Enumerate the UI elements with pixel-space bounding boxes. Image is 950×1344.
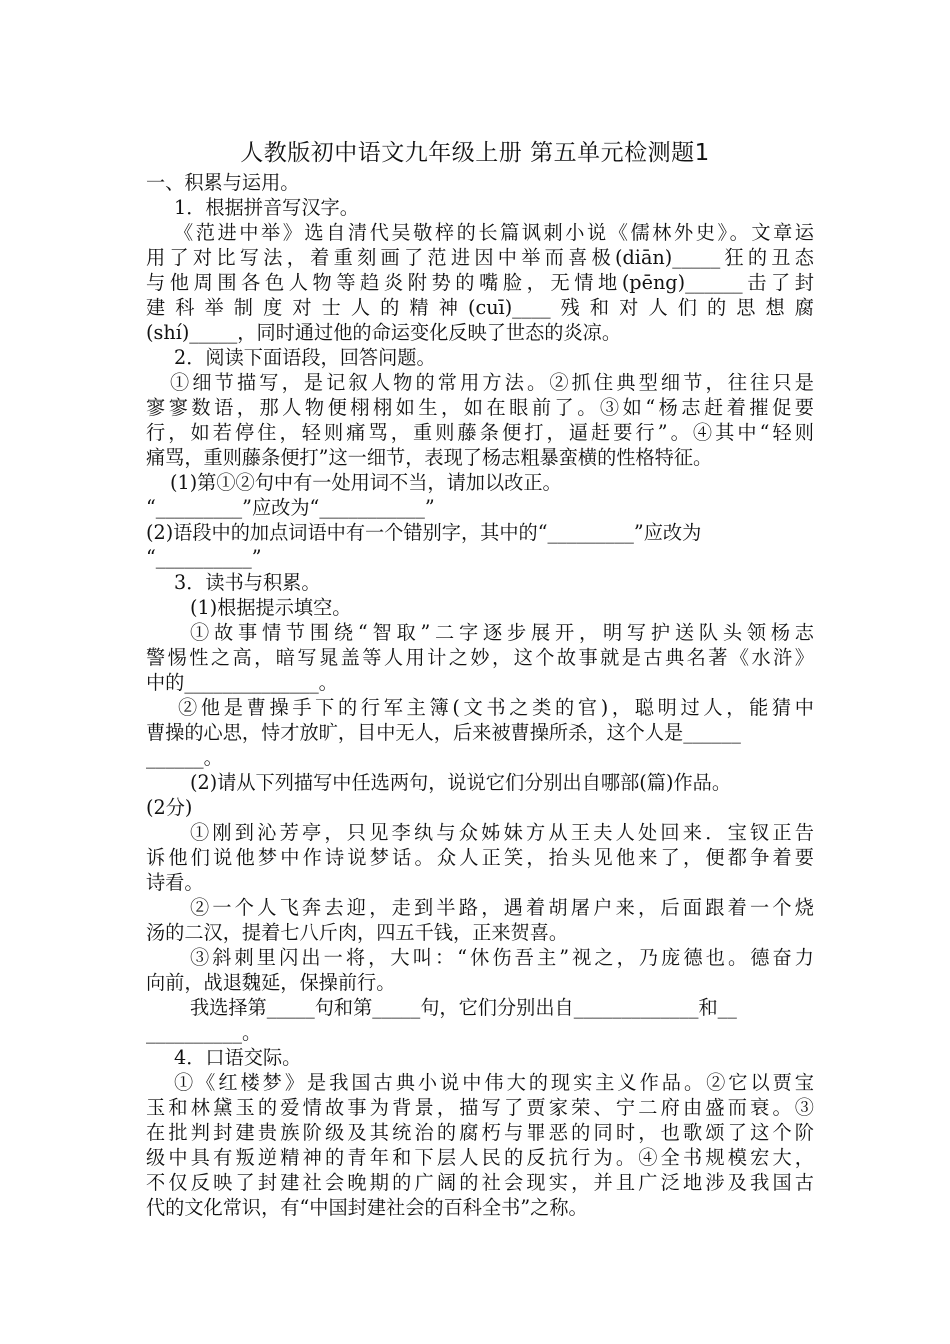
text-line: ①《红楼梦》是我国古典小说中伟大的现实主义作品。②它以贾宝	[174, 1071, 814, 1094]
text-line: 《范进中举》选自清代吴敬梓的长篇讽刺小说《儒林外史》。文章运	[174, 221, 814, 244]
text-line: (1)根据提示填空。	[190, 596, 352, 619]
text-line: 用了对比写法，着重刻画了范进因中举而喜极(diān)_____狂的丑态	[146, 246, 814, 269]
text-line: ②一个人飞奔去迎，走到半路，遇着胡屠户来，后面跟着一个烧	[190, 896, 814, 919]
text-line: “__________”	[146, 546, 262, 569]
text-line: 建科举制度对士人的精神(cuī)____残和对人们的思想腐	[146, 296, 814, 319]
text-line: (2)请从下列描写中任选两句，说说它们分别出自哪部(篇)作品。	[190, 771, 732, 794]
text-line: ①细节描写，是记叙人物的常用方法。②抓住典型细节，往往只是	[170, 371, 814, 394]
text-line: 4．口语交际。	[174, 1046, 302, 1069]
text-line: (2分)	[146, 796, 193, 819]
text-line: “_________”应改为“___________”	[146, 496, 435, 519]
text-line: ①故事情节围绕“智取”二字逐步展开，明写护送队头领杨志	[190, 621, 814, 644]
text-line: 我选择第_____句和第_____句，它们分别出自_____________和__	[190, 996, 737, 1019]
text-line: 2．阅读下面语段，回答问题。	[174, 346, 436, 369]
text-line: 诗看。	[146, 871, 204, 894]
text-line: 汤的二汉，提着七八斤肉，四五千钱，正来贺喜。	[146, 921, 569, 944]
text-line: 诉他们说他梦中作诗说梦话。众人正笑，抬头见他来了，便都争着要	[146, 846, 814, 869]
text-line: 3．读书与积累。	[174, 571, 321, 594]
text-line: 与他周围各色人物等趋炎附势的嘴脸，无情地(pēng)______击了封	[146, 271, 814, 294]
text-line: 中的______________。	[146, 671, 338, 694]
text-line: 一、积累与运用。	[146, 171, 300, 194]
text-line: 玉和林黛玉的爱情故事为背景，描写了贾家荣、宁二府由盛而衰。③	[146, 1096, 814, 1119]
text-line: ②他是曹操手下的行军主簿(文书之类的官)，聪明过人，能猜中	[178, 696, 814, 719]
text-line: __________。	[146, 1021, 262, 1044]
text-line: ______。	[146, 746, 223, 769]
text-line: ①刚到沁芳亭，只见李纨与众姊妹方从王夫人处回来．宝钗正告	[190, 821, 814, 844]
text-line: 代的文化常识，有“中国封建社会的百科全书”之称。	[146, 1196, 588, 1219]
text-line: ③斜刺里闪出一将，大叫：“休伤吾主”视之，乃庞德也。德奋力	[190, 946, 814, 969]
text-line: (1)第①②句中有一处用词不当，请加以改正。	[170, 471, 562, 494]
document-title: 人教版初中语文九年级上册 第五单元检测题1	[240, 140, 710, 166]
text-line: 寥寥数语，那人物便栩栩如生，如在眼前了。③如“杨志赶着摧促要	[146, 396, 814, 419]
text-line: (2)语段中的加点词语中有一个错别字，其中的“_________”应改为	[146, 521, 702, 544]
text-line: 行，如若停住，轻则痛骂，重则藤条便打，逼赶要行”。④其中“轻则	[146, 421, 814, 444]
text-line: 级中具有叛逆精神的青年和下层人民的反抗行为。④全书规模宏大，	[146, 1146, 814, 1169]
document-body	[146, 170, 814, 1220]
text-line: 在批判封建贵族阶级及其统治的腐朽与罪恶的同时，也歌颂了这个阶	[146, 1121, 814, 1144]
text-line: 1．根据拼音写汉字。	[174, 196, 359, 219]
text-line: 曹操的心思，恃才放旷，目中无人，后来被曹操所杀，这个人是______	[146, 721, 741, 744]
text-line: 向前，战退魏延，保操前行。	[146, 971, 396, 994]
text-line: 不仅反映了封建社会晚期的广阔的社会现实，并且广泛地涉及我国古	[146, 1171, 814, 1194]
text-line: 警惕性之高，暗写晁盖等人用计之妙，这个故事就是古典名著《水浒》	[146, 646, 814, 669]
text-line: (shí)_____，同时通过他的命运变化反映了世态的炎凉。	[146, 321, 622, 344]
text-line: 痛骂，重则藤条便打”这一细节，表现了杨志粗暴蛮横的性格特征。	[146, 446, 713, 469]
